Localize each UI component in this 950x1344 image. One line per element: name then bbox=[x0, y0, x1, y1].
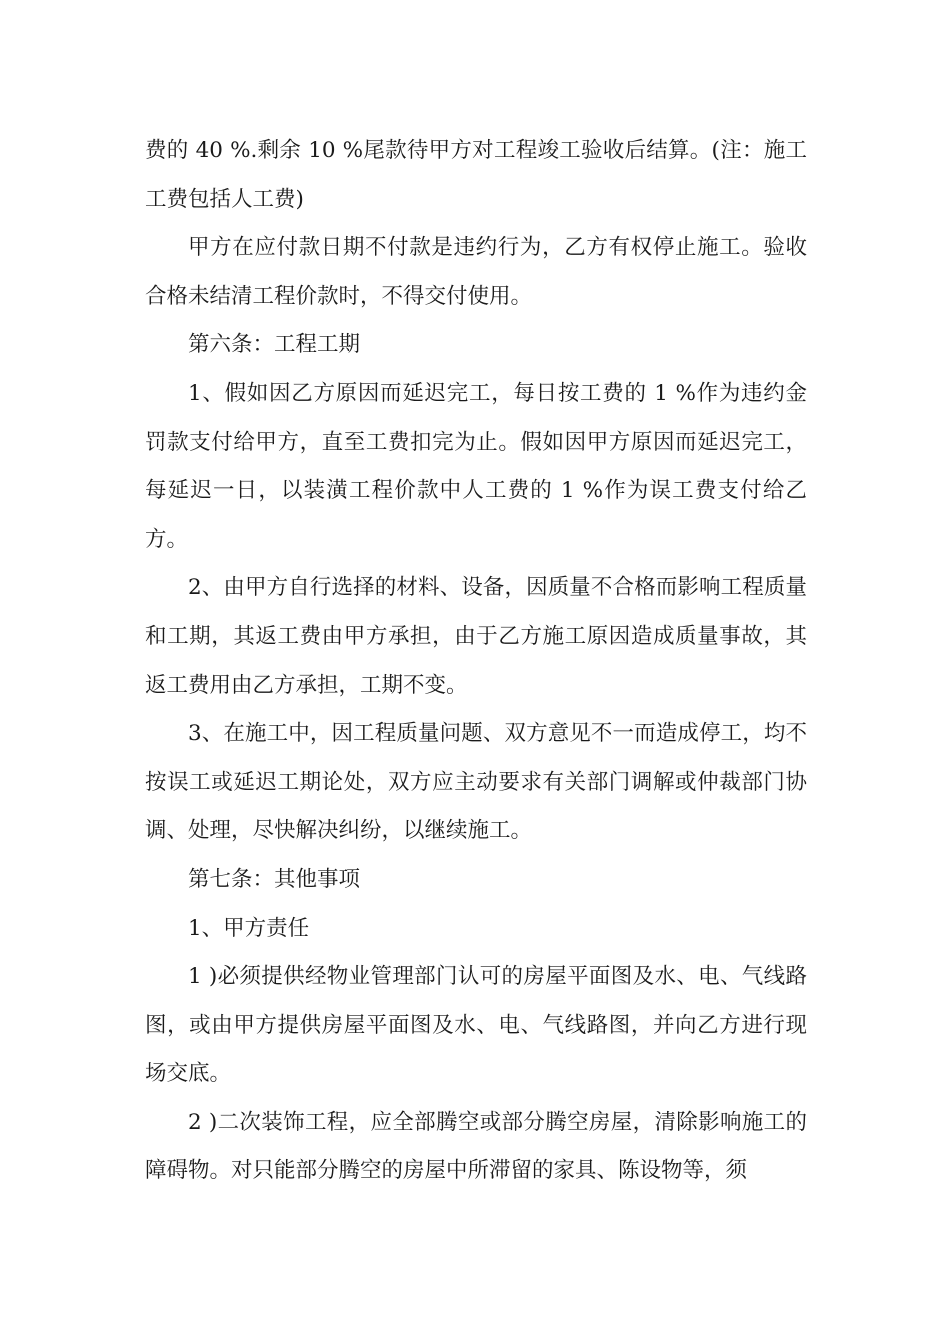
heading-article-seven: 第七条：其他事项 bbox=[188, 866, 361, 892]
paragraph-clear-house: 2 )二次装饰工程，应全部腾空或部分腾空房屋，清除影响施工的障碍物。对只能部分腾空的房屋中所滞留的家具、陈设物等，须 bbox=[145, 1109, 807, 1184]
paragraph-delay-party-b: 1、假如因乙方原因而延迟完工，每日按工费的 1 %作为违约金罚款支付给甲方，直至工费扣完为止。假如因甲方原因而延迟完工，每延迟一日，以装潢工程价款中人工费的 1 %作为误工费支付给乙方。 bbox=[145, 380, 807, 552]
paragraph-payment-balance: 费的 40 %.剩余 10 %尾款待甲方对工程竣工验收后结算。(注：施工工费包括人工费) bbox=[145, 138, 807, 212]
subheading-party-a-duties: 1、甲方责任 bbox=[188, 915, 310, 941]
contract-body bbox=[145, 127, 807, 1196]
heading-article-six: 第六条：工程工期 bbox=[188, 332, 361, 358]
paragraph-floor-plan: 1 )必须提供经物业管理部门认可的房屋平面图及水、电、气线路图，或由甲方提供房屋平面图及水、电、气线路图，并向乙方进行现场交底。 bbox=[145, 964, 807, 1087]
paragraph-material-quality: 2、由甲方自行选择的材料、设备，因质量不合格而影响工程质量和工期，其返工费由甲方承担，由于乙方施工原因造成质量事故，其返工费用由乙方承担，工期不变。 bbox=[145, 575, 807, 698]
paragraph-late-payment: 甲方在应付款日期不付款是违约行为，乙方有权停止施工。验收合格未结清工程价款时，不得交付使用。 bbox=[145, 235, 807, 309]
paragraph-dispute-stoppage: 3、在施工中，因工程质量问题、双方意见不一而造成停工，均不按误工或延迟工期论处，双方应主动要求有关部门调解或仲裁部门协调、处理，尽快解决纠纷，以继续施工。 bbox=[145, 721, 807, 844]
